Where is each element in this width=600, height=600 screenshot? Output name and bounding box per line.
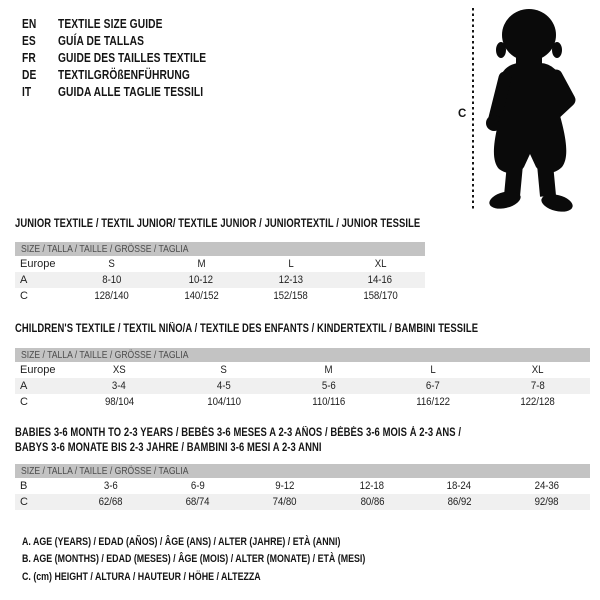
language-row-fr	[22, 49, 239, 66]
size-header-bar: SIZE / TALLA / TAILLE / GRÖSSE / TAGLIA	[15, 242, 425, 256]
table-row-age	[15, 378, 590, 394]
size-cell: 24-36	[534, 480, 559, 492]
size-cell: 6-7	[426, 380, 440, 392]
legend-line-c: C. (cm) HEIGHT / ALTURA / HAUTEUR / HÖHE / ALTEZZA	[22, 570, 261, 583]
size-cell: 74/80	[273, 496, 297, 508]
language-title: GUIDA ALLE TAGLIE TESSILI	[58, 84, 204, 99]
size-cell: XL	[531, 364, 544, 376]
children-table-title: CHILDREN'S TEXTILE / TEXTIL NIÑO/A / TEXTILE DES ENFANTS / KINDERTEXTIL / BAMBINI TESSILE	[15, 323, 479, 335]
table-row-age-months	[15, 478, 590, 494]
legend-line-a: A. AGE (YEARS) / EDAD (AÑOS) / ÂGE (ANS) / ALTER (JAHRE) / ETÀ (ANNI)	[22, 535, 341, 548]
size-cell: 3-4	[112, 380, 127, 392]
size-cell: 116/122	[416, 396, 450, 408]
row-label: A	[20, 380, 28, 392]
size-cell: 122/128	[520, 396, 555, 408]
babies-size-table-section	[15, 426, 590, 510]
height-measure-dashed-line	[472, 8, 474, 211]
size-cell: S	[220, 364, 228, 376]
language-code: EN	[22, 16, 37, 31]
size-cell: 68/74	[185, 496, 210, 508]
size-cell: 104/110	[207, 396, 241, 408]
junior-size-table	[15, 242, 425, 304]
children-size-table	[15, 348, 590, 410]
size-cell: L	[288, 258, 294, 270]
language-title: TEXTILE SIZE GUIDE	[58, 16, 163, 31]
size-cell: 140/152	[184, 290, 219, 302]
row-label: C	[20, 290, 28, 302]
size-cell: 14-16	[368, 274, 393, 286]
language-list	[22, 15, 239, 100]
size-cell: 12-13	[278, 274, 303, 286]
size-cell: 10-12	[189, 274, 214, 286]
size-cell: 62/68	[98, 496, 123, 508]
size-cell: 110/116	[312, 396, 345, 408]
table-row-age	[15, 272, 425, 288]
size-cell: 86/92	[447, 496, 472, 508]
size-cell: 5-6	[321, 380, 336, 392]
row-label: B	[20, 480, 28, 492]
language-row-it	[22, 83, 239, 100]
size-cell: XS	[112, 364, 126, 376]
row-label: Europe	[20, 364, 56, 376]
legend-line-b: B. AGE (MONTHS) / EDAD (MESES) / ÂGE (MOIS) / ALTER (MONATE) / ETÀ (MESI)	[22, 553, 366, 566]
row-label: Europe	[20, 258, 56, 270]
size-cell: 152/158	[273, 290, 308, 302]
size-cell: L	[430, 364, 436, 376]
size-cell: 18-24	[447, 480, 472, 492]
row-label: A	[20, 274, 28, 286]
size-cell: XL	[374, 258, 387, 270]
language-title: GUIDE DES TAILLES TEXTILE	[58, 50, 207, 65]
children-size-table-section	[15, 322, 590, 410]
table-row-height	[15, 494, 590, 510]
size-cell: 6-9	[190, 480, 205, 492]
row-label: C	[20, 396, 28, 408]
size-cell: 4-5	[217, 380, 231, 392]
language-title: GUÍA DE TALLAS	[58, 33, 144, 48]
size-cell: 98/104	[104, 396, 134, 408]
size-cell: 12-18	[359, 480, 385, 492]
language-code: IT	[22, 84, 32, 99]
babies-table-title: BABIES 3-6 MONTH TO 2-3 YEARS / BEBÉS 3-6 MESES A 2-3 AÑOS / BÉBÉS 3-6 MOIS À 2-3 ANS / BABYS 3-6 MONATE BIS 2-3 JAHRE / BAMBINI 3-6 MESI A 2-3 ANNI	[15, 427, 462, 454]
legend	[22, 533, 441, 586]
size-cell: 7-8	[530, 380, 545, 392]
table-row-europe	[15, 256, 425, 272]
language-code: ES	[22, 33, 36, 48]
table-row-height	[15, 288, 425, 304]
size-cell: 158/170	[363, 290, 398, 302]
language-title: TEXTILGRÖßENFÜHRUNG	[58, 67, 190, 82]
junior-table-title: JUNIOR TEXTILE / TEXTIL JUNIOR/ TEXTILE JUNIOR / JUNIORTEXTIL / JUNIOR TESSILE	[15, 218, 421, 230]
size-header-bar: SIZE / TALLA / TAILLE / GRÖSSE / TAGLIA	[15, 348, 590, 362]
size-cell: 9-12	[275, 480, 295, 492]
size-cell: 92/98	[534, 496, 559, 508]
height-measure-label: C	[458, 108, 467, 120]
baby-silhouette-icon	[478, 6, 584, 212]
size-cell: M	[197, 258, 206, 270]
size-cell: 8-10	[102, 274, 122, 286]
language-row-es	[22, 32, 239, 49]
junior-size-table-section	[15, 217, 425, 304]
language-code: DE	[22, 67, 37, 82]
size-cell: S	[108, 258, 115, 270]
size-cell: 128/140	[94, 290, 129, 302]
table-row-europe	[15, 362, 590, 378]
size-header-bar: SIZE / TALLA / TAILLE / GRÖSSE / TAGLIA	[15, 464, 590, 478]
size-cell: M	[324, 364, 333, 376]
size-cell: 80/86	[360, 496, 384, 508]
language-code: FR	[22, 50, 36, 65]
language-row-en	[22, 15, 239, 32]
table-row-height	[15, 394, 590, 410]
row-label: C	[20, 496, 28, 508]
size-cell: 3-6	[103, 480, 118, 492]
language-row-de	[22, 66, 239, 83]
babies-size-table	[15, 464, 590, 510]
